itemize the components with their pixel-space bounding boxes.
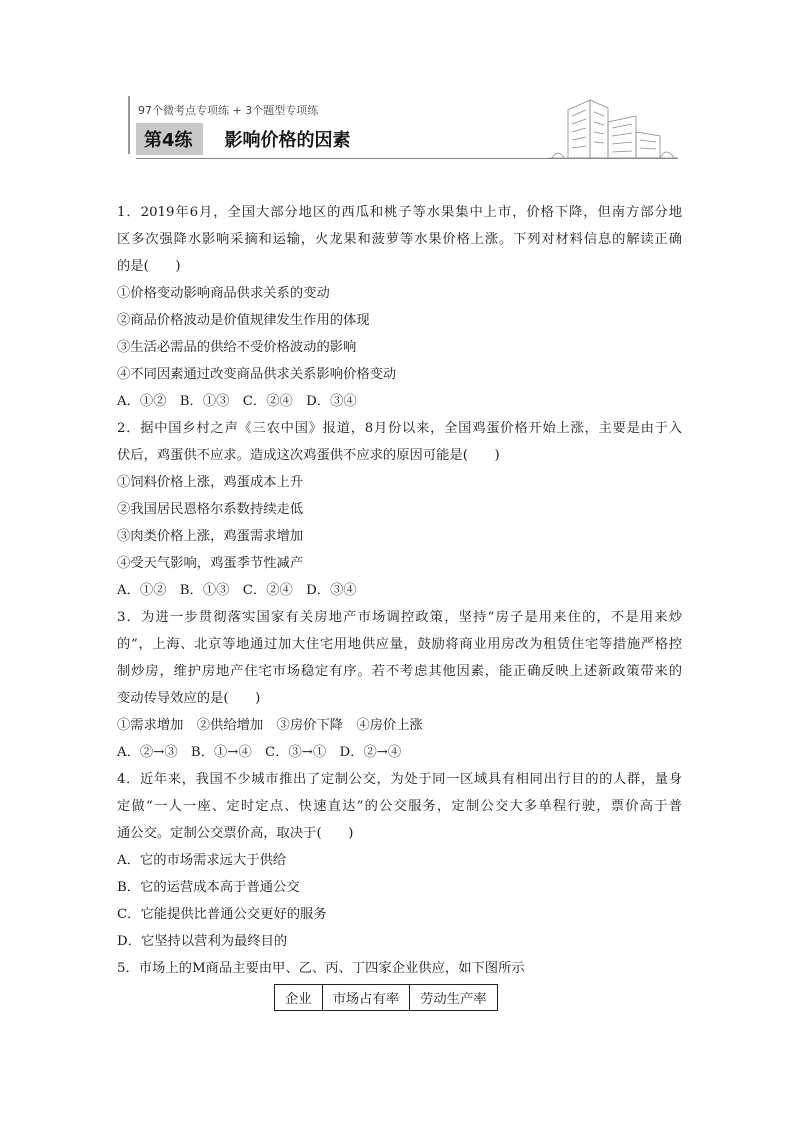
table-header-cell: 市场占有率 — [322, 985, 409, 1011]
question-stem-line: 通公交。定制公交票价高，取决于( ) — [117, 826, 354, 841]
option-item: C．它能提供比普通公交更好的服务 — [117, 907, 327, 922]
question-stem-line: 区多次强降水影响采摘和运输，火龙果和菠萝等水果价格上涨。下列对材料信息的解读正确 — [117, 232, 682, 247]
answer-options: A．①② B．①③ C．②④ D．③④ — [117, 394, 357, 409]
statement-item: ①价格变动影响商品供求关系的变动 — [117, 286, 330, 301]
statement-item: ③肉类价格上涨，鸡蛋需求增加 — [117, 529, 304, 544]
question-list — [117, 199, 682, 1011]
question-stem-line: 3．为进一步贯彻落实国家有关房地产市场调控政策，坚持“房子是用来住的，不是用来炒 — [117, 610, 682, 625]
table-header-cell: 劳动生产率 — [410, 985, 497, 1011]
question-stem-line: 的是( ) — [117, 259, 181, 274]
answer-options: A．①② B．①③ C．②④ D．③④ — [117, 583, 357, 598]
table-header-cell: 企业 — [275, 985, 323, 1011]
question-stem-line: 制炒房，维护房地产住宅市场稳定有序。若不考虑其他因素，能正确反映上述新政策带来的 — [117, 664, 682, 679]
question-2 — [117, 415, 682, 604]
option-item: A．它的市场需求远大于供给 — [117, 853, 287, 868]
statement-item: ②我国居民恩格尔系数持续走低 — [117, 502, 304, 517]
question-stem-line: 4．近年来，我国不少城市推出了定制公交，为处于同一区域具有相同出行目的的人群，量身 — [117, 772, 682, 787]
statement-item: ①饲料价格上涨，鸡蛋成本上升 — [117, 475, 304, 490]
question-stem-line: 5．市场上的M商品主要由甲、乙、丙、丁四家企业供应，如下图所示 — [117, 961, 525, 976]
option-item: B．它的运营成本高于普通公交 — [117, 880, 300, 895]
lesson-title-row — [136, 124, 351, 154]
lesson-number: 第4练 — [136, 123, 203, 155]
statement-item: ④受天气影响，鸡蛋季节性减产 — [117, 556, 304, 571]
question-1 — [117, 199, 682, 415]
answer-options: A．②→③ B．①→④ C．③→① D．②→④ — [117, 745, 402, 760]
question-5 — [117, 955, 682, 1011]
table-header-row — [275, 985, 498, 1011]
question-stem-line: 2．据中国乡村之声《三农中国》报道，8月份以来，全国鸡蛋价格开始上涨，主要是由于入 — [117, 421, 682, 436]
building-illustration-icon — [548, 92, 678, 160]
question-stem-line: 伏后，鸡蛋供不应求。造成这次鸡蛋供不应求的原因可能是( ) — [117, 448, 500, 463]
question-3 — [117, 604, 682, 766]
statement-item: ③生活必需品的供给不受价格波动的影响 — [117, 340, 357, 355]
statement-item: ①需求增加 ②供给增加 ③房价下降 ④房价上涨 — [117, 718, 423, 733]
question-stem-line: 变动传导效应的是( ) — [117, 691, 261, 706]
question-stem-line: 1．2019年6月，全国大部分地区的西瓜和桃子等水果集中上市，价格下降，但南方部分地 — [117, 205, 682, 220]
page-header — [118, 96, 678, 166]
question-stem-line: 的”，上海、北京等地通过加大住宅用地供应量，鼓励将商业用房改为租赁住宅等措施严格控 — [117, 637, 682, 652]
question-stem-line: 定做“一人一座、定时定点、快速直达”的公交服务，定制公交大多单程行驶，票价高于普 — [117, 799, 682, 814]
lesson-title: 影响价格的因素 — [224, 130, 351, 151]
enterprise-table — [274, 984, 498, 1011]
header-accent-bar — [128, 96, 130, 154]
statement-item: ②商品价格波动是价值规律发生作用的体现 — [117, 313, 370, 328]
question-4 — [117, 766, 682, 955]
statement-item: ④不同因素通过改变商品供求关系影响价格变动 — [117, 367, 397, 382]
option-item: D．它坚持以营利为最终目的 — [117, 934, 288, 949]
series-subtitle: 97个微考点专项练 + 3个题型专项练 — [138, 104, 319, 117]
